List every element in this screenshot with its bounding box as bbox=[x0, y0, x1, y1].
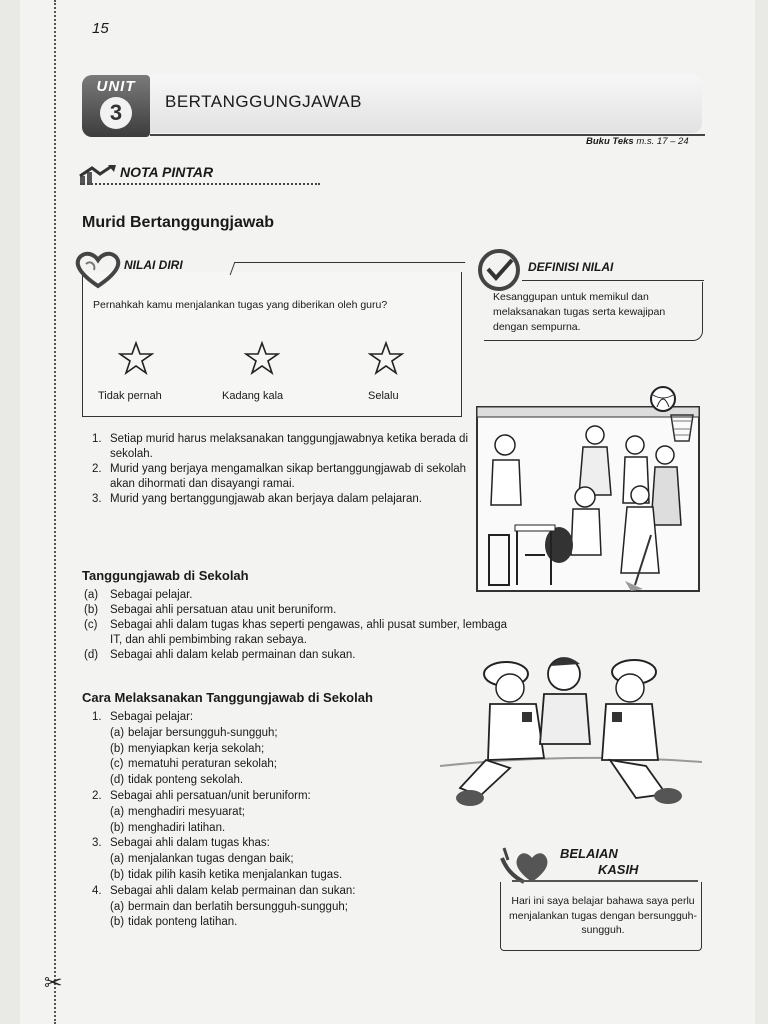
definisi-text: Kesanggupan untuk memikul dan melaksanakan tugas serta kewajipan dengan sempurna. bbox=[493, 291, 666, 333]
belaian-kasih-title: BELAIAN bbox=[560, 846, 618, 861]
item-number: 3. bbox=[92, 493, 102, 505]
option-tidak-pernah: Tidak pernah bbox=[98, 390, 162, 402]
sub-text: menjalankan tugas dengan baik; bbox=[128, 853, 294, 866]
rating-star-icon[interactable] bbox=[118, 340, 154, 376]
list-item bbox=[92, 492, 470, 507]
list-item bbox=[92, 789, 452, 805]
item-text: Sebagai ahli persatuan atau unit beruniform. bbox=[110, 604, 337, 616]
item-text: Sebagai ahli dalam tugas khas seperti pengawas, ahli pusat sumber, lembaga IT, dan ahli pembimbing rakan sebaya. bbox=[110, 619, 507, 646]
sub-letter: (a) bbox=[110, 900, 125, 913]
step-number: 3. bbox=[92, 837, 102, 850]
item-text: Sebagai ahli dalam kelab permainan dan sukan. bbox=[110, 649, 356, 661]
list-item bbox=[92, 710, 452, 726]
item-text: Sebagai pelajar. bbox=[110, 589, 193, 601]
cut-line bbox=[54, 0, 56, 1024]
list-item bbox=[92, 462, 470, 492]
scissors-icon: ✂ bbox=[44, 970, 63, 995]
classroom-duty-illustration bbox=[475, 385, 703, 593]
step-text: Sebagai ahli dalam kelab permainan dan sukan: bbox=[110, 884, 356, 897]
nota-pintar-title: NOTA PINTAR bbox=[120, 164, 214, 180]
sub-letter: (a) bbox=[110, 805, 125, 818]
item-text: Murid yang berjaya mengamalkan sikap bertanggungjawab di sekolah akan dihormati dan disayangi ramai. bbox=[110, 463, 467, 490]
list-item bbox=[92, 773, 452, 789]
list-item bbox=[92, 836, 452, 852]
unit-label: UNIT bbox=[96, 78, 136, 95]
item-letter: (a) bbox=[84, 589, 99, 601]
textbook-label: Buku Teks bbox=[586, 136, 634, 147]
nilai-diri-question: Pernahkah kamu menjalankan tugas yang diberikan oleh guru? bbox=[93, 299, 388, 311]
sub-text: menghadiri mesyuarat; bbox=[128, 805, 245, 818]
unit-title: BERTANGGUNGJAWAB bbox=[165, 92, 362, 111]
nota-divider bbox=[80, 183, 320, 185]
list-item bbox=[92, 757, 452, 773]
item-text: Murid yang bertanggungjawab akan berjaya dalam pelajaran. bbox=[110, 493, 422, 505]
list-item bbox=[84, 603, 514, 618]
list-item bbox=[92, 884, 452, 900]
sub-letter: (b) bbox=[110, 868, 125, 881]
list-item bbox=[92, 726, 452, 742]
heart-swirl-icon bbox=[72, 250, 124, 290]
item-letter: (d) bbox=[84, 649, 99, 661]
sub-text: menyiapkan kerja sekolah; bbox=[128, 742, 265, 755]
belaian-kasih-title-2: KASIH bbox=[598, 862, 639, 877]
sub-letter: (c) bbox=[110, 758, 124, 771]
step-number: 1. bbox=[92, 711, 102, 723]
list-item bbox=[92, 742, 452, 758]
list-item bbox=[92, 432, 470, 462]
sub-letter: (b) bbox=[110, 821, 125, 834]
points-list bbox=[92, 432, 470, 507]
unit-number: 3 bbox=[100, 97, 132, 129]
textbook-reference bbox=[586, 136, 689, 147]
section-title: Murid Bertanggungjawab bbox=[82, 214, 274, 231]
sub-letter: (a) bbox=[110, 853, 125, 866]
sub-text: tidak ponteng sekolah. bbox=[128, 774, 244, 787]
sub-text: menghadiri latihan. bbox=[128, 821, 226, 834]
sub-text: mematuhi peraturan sekolah; bbox=[128, 758, 277, 771]
step-text: Sebagai pelajar: bbox=[110, 711, 194, 723]
rating-star-icon[interactable] bbox=[244, 340, 280, 376]
item-text: Setiap murid harus melaksanakan tanggungjawabnya ketika berada di sekolah. bbox=[110, 433, 469, 460]
list-item bbox=[92, 868, 452, 884]
sub-text: tidak pilih kasih ketika menjalankan tugas. bbox=[128, 868, 343, 881]
cara-list bbox=[92, 710, 452, 931]
item-number: 1. bbox=[92, 433, 102, 445]
list-item bbox=[92, 805, 452, 821]
step-number: 2. bbox=[92, 789, 102, 802]
list-item bbox=[92, 852, 452, 868]
sub-text: belajar bersungguh-sungguh; bbox=[128, 726, 278, 739]
list-item bbox=[92, 900, 452, 916]
belaian-kasih-text: Hari ini saya belajar bahawa saya perlu menjalankan tugas dengan bersungguh-sungguh. bbox=[509, 895, 697, 936]
option-selalu: Selalu bbox=[368, 390, 399, 402]
nilai-diri-title: NILAI DIRI bbox=[124, 258, 183, 272]
step-text: Sebagai ahli persatuan/unit beruniform: bbox=[110, 789, 311, 802]
item-letter: (c) bbox=[84, 619, 98, 631]
sub-letter: (b) bbox=[110, 742, 125, 755]
tanggungjawab-title: Tanggungjawab di Sekolah bbox=[82, 568, 249, 583]
list-item bbox=[84, 588, 514, 603]
list-item bbox=[92, 821, 452, 837]
step-text: Sebagai ahli dalam tugas khas: bbox=[110, 837, 270, 850]
nilai-diri-rule bbox=[230, 262, 466, 275]
list-item bbox=[84, 618, 514, 648]
step-number: 4. bbox=[92, 884, 102, 897]
definisi-nilai-title: DEFINISI NILAI bbox=[528, 260, 614, 274]
sub-text: tidak ponteng latihan. bbox=[128, 916, 238, 929]
sub-letter: (d) bbox=[110, 774, 125, 787]
scouts-first-aid-illustration bbox=[440, 648, 702, 820]
cara-title: Cara Melaksanakan Tanggungjawab di Sekolah bbox=[82, 690, 373, 705]
item-number: 2. bbox=[92, 463, 102, 475]
page-number: 15 bbox=[92, 20, 109, 37]
rating-star-icon[interactable] bbox=[368, 340, 404, 376]
definisi-rule bbox=[522, 280, 704, 281]
item-letter: (b) bbox=[84, 604, 99, 616]
sub-letter: (a) bbox=[110, 726, 125, 739]
list-item bbox=[92, 915, 452, 931]
textbook-pages: m.s. 17 – 24 bbox=[636, 136, 689, 147]
sub-text: bermain dan berlatih bersungguh-sungguh; bbox=[128, 900, 348, 913]
sub-letter: (b) bbox=[110, 916, 125, 929]
option-kadang-kala: Kadang kala bbox=[222, 390, 284, 402]
unit-badge bbox=[82, 75, 150, 137]
